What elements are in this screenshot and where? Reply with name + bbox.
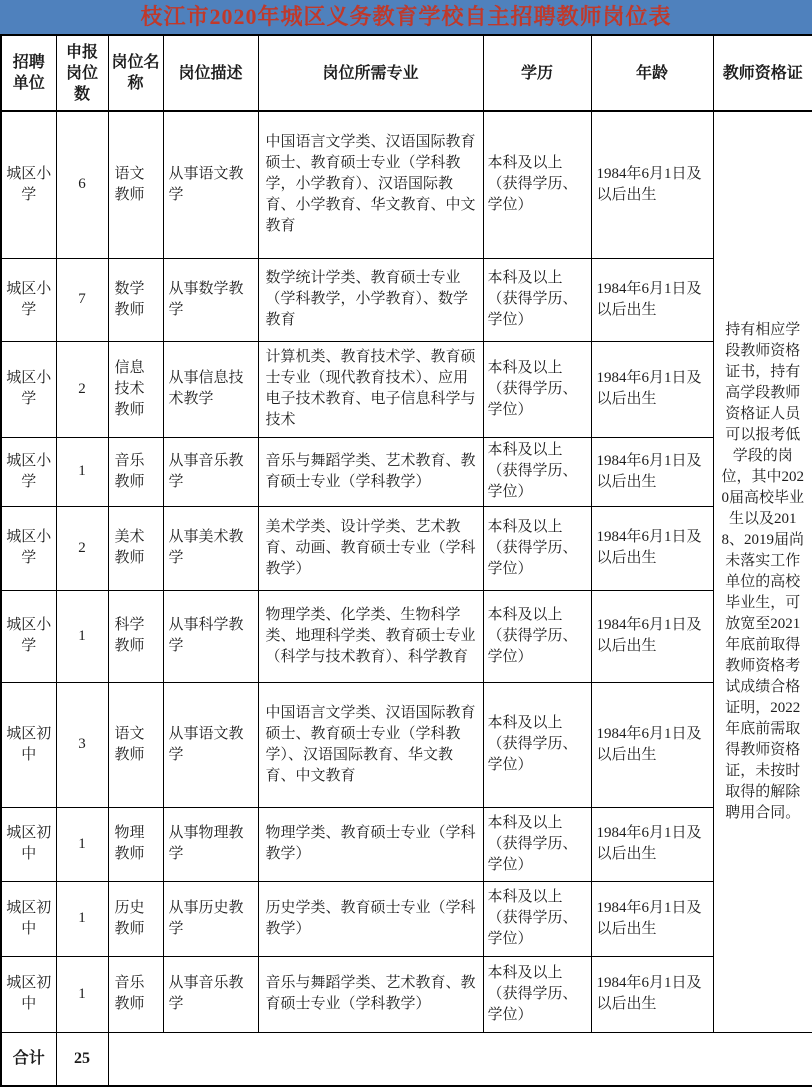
count-cell: 1 xyxy=(56,956,108,1032)
table-row xyxy=(1,881,812,956)
count-cell: 3 xyxy=(56,682,108,807)
table-row xyxy=(1,807,812,881)
table-row xyxy=(1,111,812,258)
position-desc-cell: 从事信息技术教学 xyxy=(163,341,258,437)
table-row xyxy=(1,258,812,341)
position-desc-cell: 从事数学教学 xyxy=(163,258,258,341)
position-name-cell: 音乐教师 xyxy=(108,956,163,1032)
count-cell: 2 xyxy=(56,341,108,437)
table-row xyxy=(1,682,812,807)
majors-cell: 音乐与舞蹈学类、艺术教育、教育硕士专业（学科教学） xyxy=(258,437,483,506)
table-row xyxy=(1,956,812,1032)
majors-cell: 音乐与舞蹈学类、艺术教育、教育硕士专业（学科教学） xyxy=(258,956,483,1032)
unit-cell: 城区小学 xyxy=(1,590,56,682)
position-desc-cell: 从事科学教学 xyxy=(163,590,258,682)
total-count: 25 xyxy=(56,1032,108,1086)
majors-cell: 数学统计学类、教育硕士专业（学科教学，小学教育）、数学教育 xyxy=(258,258,483,341)
degree-cell: 本科及以上（获得学历、学位） xyxy=(483,258,591,341)
table-row xyxy=(1,341,812,437)
column-header-degree: 学历 xyxy=(483,35,591,111)
unit-cell: 城区初中 xyxy=(1,682,56,807)
age-cell: 1984年6月1日及以后出生 xyxy=(591,682,713,807)
degree-cell: 本科及以上（获得学历、学位） xyxy=(483,111,591,258)
count-cell: 1 xyxy=(56,807,108,881)
position-name-cell: 音乐教师 xyxy=(108,437,163,506)
unit-cell: 城区小学 xyxy=(1,258,56,341)
position-name-cell: 科学教师 xyxy=(108,590,163,682)
table-row xyxy=(1,590,812,682)
count-cell: 2 xyxy=(56,506,108,590)
position-name-cell: 信息技术教师 xyxy=(108,341,163,437)
position-desc-cell: 从事历史教学 xyxy=(163,881,258,956)
column-header-cert: 教师资格证 xyxy=(713,35,812,111)
degree-cell: 本科及以上（获得学历、学位） xyxy=(483,881,591,956)
position-name-cell: 美术教师 xyxy=(108,506,163,590)
unit-cell: 城区初中 xyxy=(1,807,56,881)
majors-cell: 历史学类、教育硕士专业（学科教学） xyxy=(258,881,483,956)
unit-cell: 城区初中 xyxy=(1,956,56,1032)
degree-cell: 本科及以上（获得学历、学位） xyxy=(483,341,591,437)
position-name-cell: 数学教师 xyxy=(108,258,163,341)
total-label: 合计 xyxy=(1,1032,56,1086)
position-name-cell: 物理教师 xyxy=(108,807,163,881)
table-row xyxy=(1,437,812,506)
column-header-name: 岗位名称 xyxy=(108,35,163,111)
unit-cell: 城区小学 xyxy=(1,506,56,590)
position-desc-cell: 从事物理教学 xyxy=(163,807,258,881)
column-header-majors: 岗位所需专业 xyxy=(258,35,483,111)
age-cell: 1984年6月1日及以后出生 xyxy=(591,341,713,437)
count-cell: 1 xyxy=(56,881,108,956)
degree-cell: 本科及以上（获得学历、学位） xyxy=(483,682,591,807)
count-cell: 1 xyxy=(56,590,108,682)
age-cell: 1984年6月1日及以后出生 xyxy=(591,506,713,590)
total-row xyxy=(1,1032,812,1086)
degree-cell: 本科及以上（获得学历、学位） xyxy=(483,956,591,1032)
position-name-cell: 语文教师 xyxy=(108,682,163,807)
majors-cell: 中国语言文学类、汉语国际教育硕士、教育硕士专业（学科教学）、汉语国际教育、华文教育、中文教育 xyxy=(258,682,483,807)
column-header-unit: 招聘单位 xyxy=(1,35,56,111)
unit-cell: 城区小学 xyxy=(1,341,56,437)
degree-cell: 本科及以上（获得学历、学位） xyxy=(483,807,591,881)
column-header-age: 年龄 xyxy=(591,35,713,111)
position-desc-cell: 从事美术教学 xyxy=(163,506,258,590)
position-desc-cell: 从事音乐教学 xyxy=(163,437,258,506)
page-title: 枝江市2020年城区义务教育学校自主招聘教师岗位表 xyxy=(0,0,812,34)
age-cell: 1984年6月1日及以后出生 xyxy=(591,590,713,682)
age-cell: 1984年6月1日及以后出生 xyxy=(591,956,713,1032)
majors-cell: 计算机类、教育技术学、教育硕士专业（现代教育技术）、应用电子技术教育、电子信息科学与技术 xyxy=(258,341,483,437)
majors-cell: 物理学类、化学类、生物科学类、地理科学类、教育硕士专业（科学与技术教育）、科学教育 xyxy=(258,590,483,682)
position-desc-cell: 从事音乐教学 xyxy=(163,956,258,1032)
column-header-desc: 岗位描述 xyxy=(163,35,258,111)
degree-cell: 本科及以上（获得学历、学位） xyxy=(483,506,591,590)
position-desc-cell: 从事语文教学 xyxy=(163,682,258,807)
position-name-cell: 语文教师 xyxy=(108,111,163,258)
count-cell: 7 xyxy=(56,258,108,341)
certificate-note-cell: 持有相应学段教师资格证书，持有高学段教师资格证人员可以报考低学段的岗位，其中2020届高校毕业生以及2018、2019届尚未落实工作单位的高校毕业生，可放宽至2021年底前取得教师资格考试成绩合格证明，2022年底前需取得教师资格证，未按时取得的解除聘用合同。 xyxy=(713,111,812,1032)
table-row xyxy=(1,506,812,590)
unit-cell: 城区小学 xyxy=(1,111,56,258)
position-desc-cell: 从事语文教学 xyxy=(163,111,258,258)
degree-cell: 本科及以上（获得学历、学位） xyxy=(483,590,591,682)
total-empty-cell xyxy=(108,1032,812,1086)
majors-cell: 美术学类、设计学类、艺术教育、动画、教育硕士专业（学科教学） xyxy=(258,506,483,590)
degree-cell: 本科及以上（获得学历、学位） xyxy=(483,437,591,506)
age-cell: 1984年6月1日及以后出生 xyxy=(591,437,713,506)
majors-cell: 物理学类、教育硕士专业（学科教学） xyxy=(258,807,483,881)
age-cell: 1984年6月1日及以后出生 xyxy=(591,881,713,956)
column-header-count: 申报岗位数 xyxy=(56,35,108,111)
age-cell: 1984年6月1日及以后出生 xyxy=(591,111,713,258)
position-name-cell: 历史教师 xyxy=(108,881,163,956)
age-cell: 1984年6月1日及以后出生 xyxy=(591,807,713,881)
unit-cell: 城区初中 xyxy=(1,881,56,956)
unit-cell: 城区小学 xyxy=(1,437,56,506)
count-cell: 6 xyxy=(56,111,108,258)
positions-table xyxy=(0,34,812,1087)
header-row xyxy=(1,35,812,111)
age-cell: 1984年6月1日及以后出生 xyxy=(591,258,713,341)
count-cell: 1 xyxy=(56,437,108,506)
majors-cell: 中国语言文学类、汉语国际教育硕士、教育硕士专业（学科教学，小学教育）、汉语国际教育、小学教育、华文教育、中文教育 xyxy=(258,111,483,258)
